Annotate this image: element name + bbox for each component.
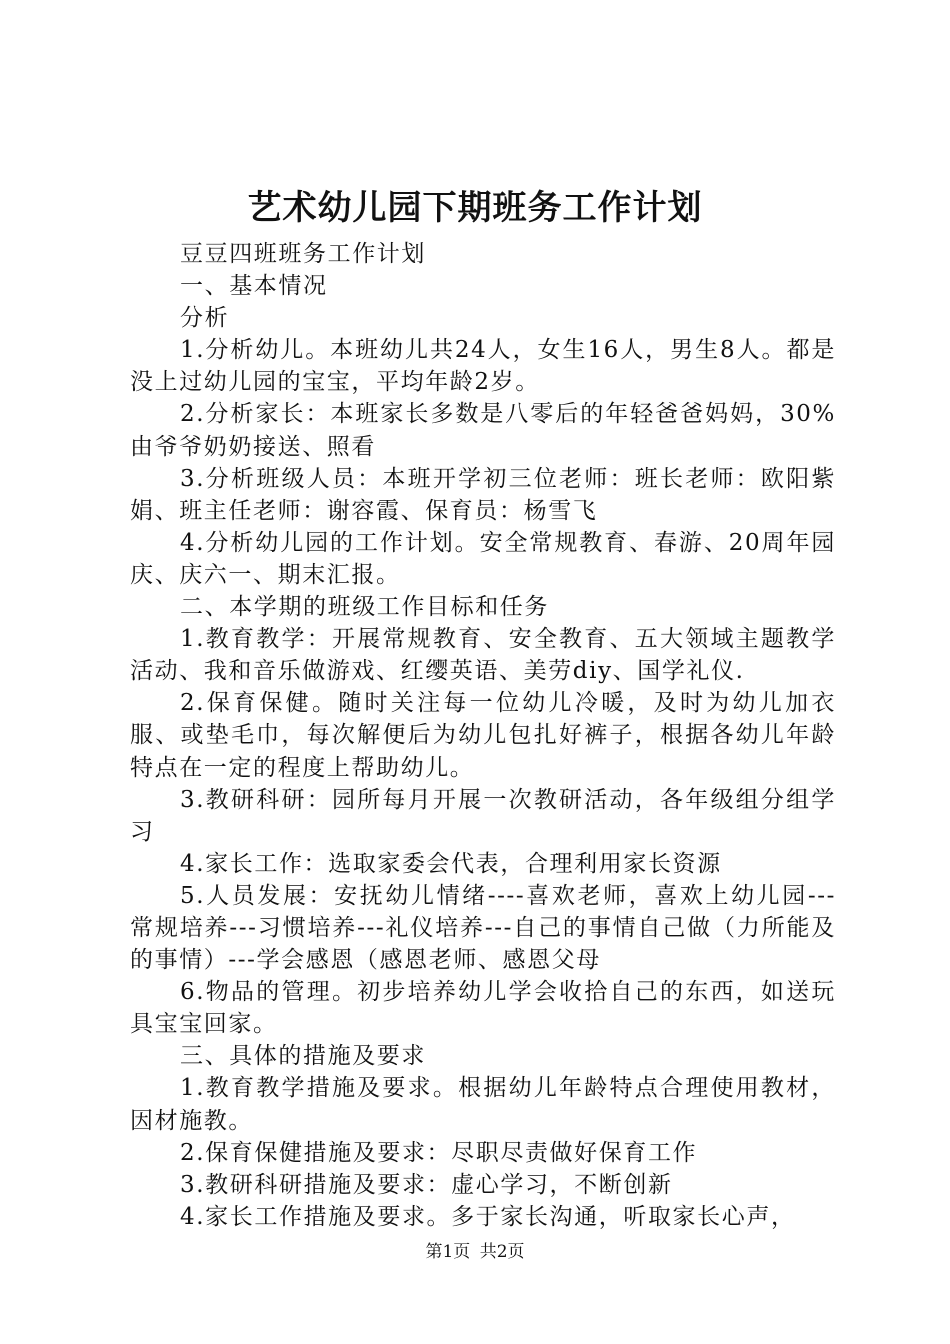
paragraph-goal-teaching: 1.教育教学：开展常规教育、安全教育、五大领域主题教学活动、我和音乐做游戏、红缨英语、美劳diy、国学礼仪.: [130, 626, 836, 685]
paragraph-class-title: 豆豆四班班务工作计划: [180, 241, 426, 267]
document-body: [130, 238, 836, 1233]
page-footer: [0, 1240, 950, 1264]
paragraph-analysis-staff: 3.分析班级人员：本班开学初三位老师：班长老师：欧阳紫娟、班主任老师：谢容霞、保育员：杨雪飞: [130, 465, 836, 524]
paragraph-goal-care: 2.保育保健。随时关注每一位幼儿冷暖，及时为幼儿加衣服、或垫毛巾，每次解便后为幼儿包扎好裤子，根据各幼儿年龄特点在一定的程度上帮助幼儿。: [130, 690, 836, 781]
section-heading-goals: 二、本学期的班级工作目标和任务: [180, 594, 549, 621]
paragraph-goal-parents: 4.家长工作：选取家委会代表，合理利用家长资源: [180, 850, 722, 877]
paragraph-analysis-plan: 4.分析幼儿园的工作计划。安全常规教育、春游、20周年园庆、庆六一、期末汇报。: [130, 529, 836, 588]
page-number: 第1页: [425, 1242, 471, 1262]
paragraph-measure-care: 2.保育保健措施及要求：尽职尽责做好保育工作: [180, 1139, 698, 1166]
paragraph-measure-research: 3.教研科研措施及要求：虚心学习，不断创新: [180, 1171, 673, 1198]
page-total: 共2页: [479, 1242, 525, 1262]
paragraph-goal-development: 5.人员发展：安抚幼儿情绪----喜欢老师，喜欢上幼儿园---常规培养---习惯培养---礼仪培养---自己的事情自己做（力所能及的事情）---学会感恩（感恩老师、感恩父母: [130, 882, 836, 974]
paragraph-analysis-parents: 2.分析家长：本班家长多数是八零后的年轻爸爸妈妈，30%由爷爷奶奶接送、照看: [130, 401, 836, 460]
paragraph-analysis: 分析: [180, 305, 230, 332]
paragraph-analysis-children: 1.分析幼儿。本班幼儿共24人，女生16人，男生8人。都是没上过幼儿园的宝宝，平均年龄2岁。: [130, 337, 836, 396]
paragraph-goal-research: 3.教研科研：园所每月开展一次教研活动，各年级组分组学习: [130, 786, 836, 845]
document-title: 艺术幼儿园下期班务工作计划: [247, 188, 703, 228]
paragraph-goal-items: 6.物品的管理。初步培养幼儿学会收拾自己的东西，如送玩具宝宝回家。: [130, 979, 836, 1038]
section-heading-basic: 一、基本情况: [180, 273, 328, 300]
paragraph-measure-parents: 4.家长工作措施及要求。多于家长沟通，听取家长心声，: [180, 1203, 796, 1230]
paragraph-measure-teaching: 1.教育教学措施及要求。根据幼儿年龄特点合理使用教材，因材施教。: [130, 1075, 836, 1134]
section-heading-measures: 三、具体的措施及要求: [180, 1043, 426, 1070]
